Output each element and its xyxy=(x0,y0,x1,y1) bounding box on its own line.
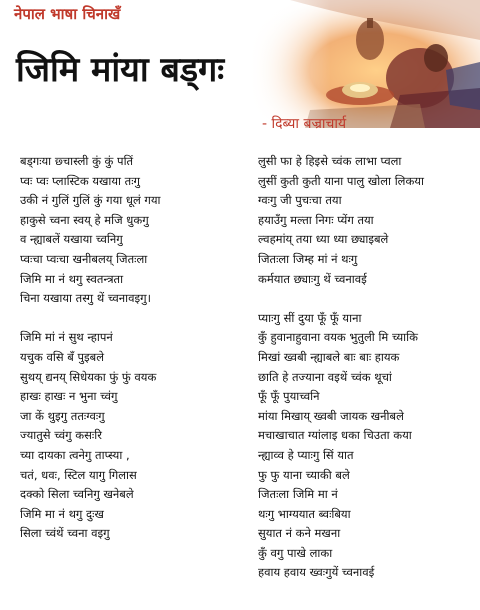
poem-line: छाति हे तज्याना वइथें च्वंक थूचां xyxy=(258,369,392,384)
stanza-break xyxy=(20,309,161,329)
poem-line: व न्ह्याबलें यखाया च्वनिगु xyxy=(20,232,123,247)
poem-line: लुसीं कुती कुती याना पालु खोला लिकया xyxy=(258,173,424,188)
poem-line: न्ह्याव्व हे प्याःगु सिं यात xyxy=(258,447,354,462)
poem-line: मचाखाचात ग्यांलाइ धका चिउता कया xyxy=(258,428,412,443)
poem-line: हाकुसे च्वना स्वय् हे मजि धुकगु xyxy=(20,212,149,227)
poem-author: - दिब्या बज्राचार्य xyxy=(262,116,347,132)
poem-line: जिमि मां नं सुथ न्हापनं xyxy=(20,330,113,345)
poem-line: लुसी फा हे हिइसे च्वंक लाभा प्वला xyxy=(258,154,402,168)
poem-title: जिमि मांया बड्गः xyxy=(16,50,225,90)
poem-column-left xyxy=(20,152,161,544)
poem-line: मांया मिखाय् ख्वबी जायक खनीबले xyxy=(258,408,404,423)
poem-line: चतं, धवः, स्टिल यागु गिलास xyxy=(20,467,137,482)
series-heading: नेपाल भाषा चिनाखँ xyxy=(14,5,121,23)
poem-line: हाखः हाखः न भुना च्वंगु xyxy=(20,389,118,404)
poem-line: दक्को सिला च्वनिगु खनेबले xyxy=(20,487,134,502)
poem-line: जितःला जिम्ह मां नं थःगु xyxy=(258,251,358,266)
poem-line: उकी नं गुलिं गुलिं कुं गया धूलं गया xyxy=(20,193,161,208)
poem-column-right xyxy=(258,152,424,583)
poem-line: सिला च्वंथें च्वना वइगु xyxy=(20,526,110,541)
poem-line: हवाय हवाय ख्वःगुयें च्वनावई xyxy=(258,565,375,580)
poem-line: ल्वहमांय् तया ध्या ध्या छ्याइबले xyxy=(258,232,389,247)
poem-line: मिखां ख्वबी न्ह्याबले बाः बाः हायक xyxy=(258,349,400,364)
poem-line: थःगु भाग्ययात ब्वःबिया xyxy=(258,506,351,521)
poem-line: चिना यखाया तस्गु थें च्वनावइगु। xyxy=(20,291,152,306)
stanza-break xyxy=(258,289,424,309)
poem-line: जिमि मा नं थगु स्वतन्त्रता xyxy=(20,271,124,286)
poem-line: यचुक वसि बँ पुइबले xyxy=(20,349,105,364)
poem-line: कुँ वगु पाखे लाका xyxy=(258,545,333,560)
poem-line: बड्गःया छ्चास्ली कुं कुं पतिं xyxy=(20,154,134,168)
poem-line: सुयात नं कने मखना xyxy=(258,526,341,541)
poem-line: फु फु याना च्याकी बले xyxy=(258,467,350,482)
poem-line: ज्यातुसे च्वंगु कसःरि xyxy=(20,428,102,443)
poem-line: जा कें थुइगु ततःग्वःगु xyxy=(20,408,105,423)
poem-line: कुँ हुवानाहुवाना वयक भुतुली मि च्याकि xyxy=(258,330,418,345)
poem-line: सुथय् द्यनय् सिधेयका फुं फुं वयक xyxy=(20,369,157,384)
poem-line: ग्वःगु जी पुचःचा तया xyxy=(258,193,342,208)
poem-line: फूँ फूँ पुयाच्वनि xyxy=(258,389,320,404)
poem-line: प्वः प्वः प्लास्टिक यखाया तःगु xyxy=(20,173,141,188)
poem-line: जिमि मा नं थगु दुःख xyxy=(20,506,104,521)
poem-line: जितःला जिमि मा नं xyxy=(258,487,338,502)
poem-line: च्या दायका त्वनेगु ताप्स्या , xyxy=(20,447,130,462)
poem-line: हयाउँगु मल्ता निगः प्येंग तया xyxy=(258,212,374,227)
poem-line: कर्मयात छ्याःगु थें च्वनावई xyxy=(258,271,367,286)
poem-line: प्वःचा प्वःचा खनीबलय् जितःला xyxy=(20,251,148,266)
cooking-woman-illustration xyxy=(250,0,480,128)
poem-line: प्याःगु सीं दुया फूँ फूँ याना xyxy=(258,310,362,325)
